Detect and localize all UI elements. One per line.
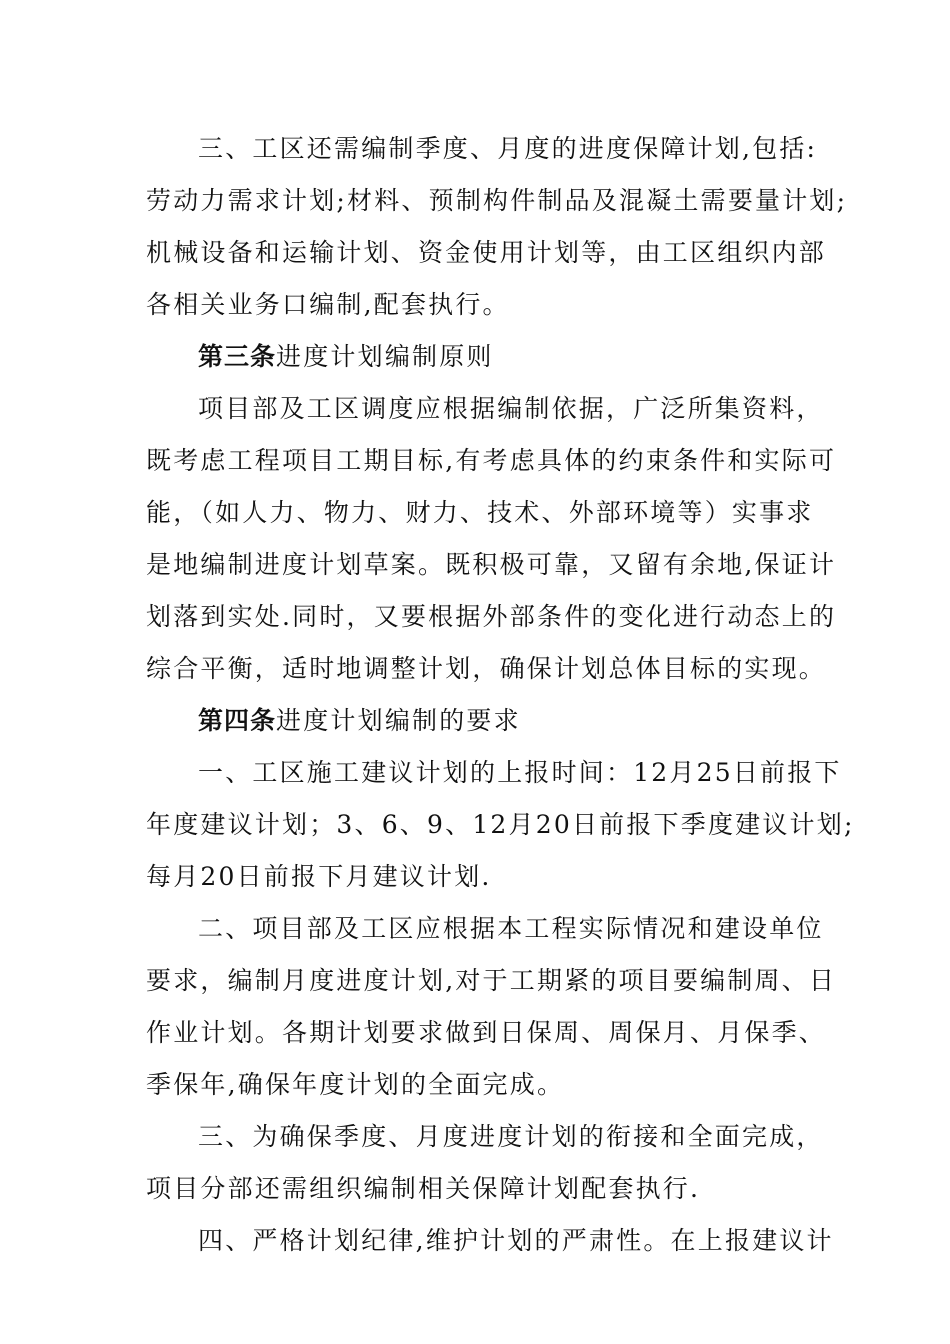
article-4-number: 第四条 <box>198 706 277 735</box>
paragraph-line: 划落到实处.同时，又要根据外部条件的变化进行动态上的 <box>146 602 837 631</box>
paragraph-line: 作业计划。各期计划要求做到日保周、周保月、月保季、 <box>146 1018 827 1047</box>
paragraph-line: 既考虑工程项目工期目标,有考虑具体的约束条件和实际可 <box>146 446 837 475</box>
article-3-number: 第三条 <box>198 342 277 371</box>
article-3-heading-line <box>198 337 868 377</box>
paragraph-line: 各相关业务口编制,配套执行。 <box>146 290 510 319</box>
paragraph-line: 能，（如人力、物力、财力、技术、外部环境等）实事求 <box>146 498 814 527</box>
paragraph-line: 要求，编制月度进度计划,对于工期紧的项目要编制周、日 <box>146 966 837 995</box>
article-4-heading-line <box>198 701 868 741</box>
paragraph-line: 四、严格计划纪律,维护计划的严肃性。在上报建议计 <box>198 1226 834 1255</box>
article-3-title: 进度计划编制原则 <box>276 342 494 371</box>
paragraph-line: 年度建议计划；3、6、9、12月20日前报下季度建议计划; <box>146 810 855 839</box>
paragraph-line: 三、为确保季度、月度进度计划的衔接和全面完成， <box>198 1122 824 1151</box>
paragraph-line: 项目部及工区调度应根据编制依据，广泛所集资料， <box>198 394 824 423</box>
paragraph-line: 三、工区还需编制季度、月度的进度保障计划,包括: <box>198 134 818 163</box>
article-4-title: 进度计划编制的要求 <box>276 706 521 735</box>
paragraph-line: 机械设备和运输计划、资金使用计划等，由工区组织内部 <box>146 238 827 267</box>
paragraph-line: 二、项目部及工区应根据本工程实际情况和建设单位 <box>198 914 824 943</box>
paragraph-line: 劳动力需求计划;材料、预制构件制品及混凝土需要量计划; <box>146 186 848 215</box>
paragraph-line: 综合平衡，适时地调整计划，确保计划总体目标的实现。 <box>146 654 827 683</box>
paragraph-line: 季保年,确保年度计划的全面完成。 <box>146 1070 565 1099</box>
paragraph-line: 项目分部还需组织编制相关保障计划配套执行. <box>146 1174 701 1203</box>
paragraph-line: 一、工区施工建议计划的上报时间：12月25日前报下 <box>198 758 842 787</box>
paragraph-line: 每月20日前报下月建议计划. <box>146 862 492 891</box>
paragraph-line: 是地编制进度计划草案。既积极可靠，又留有余地,保证计 <box>146 550 837 579</box>
